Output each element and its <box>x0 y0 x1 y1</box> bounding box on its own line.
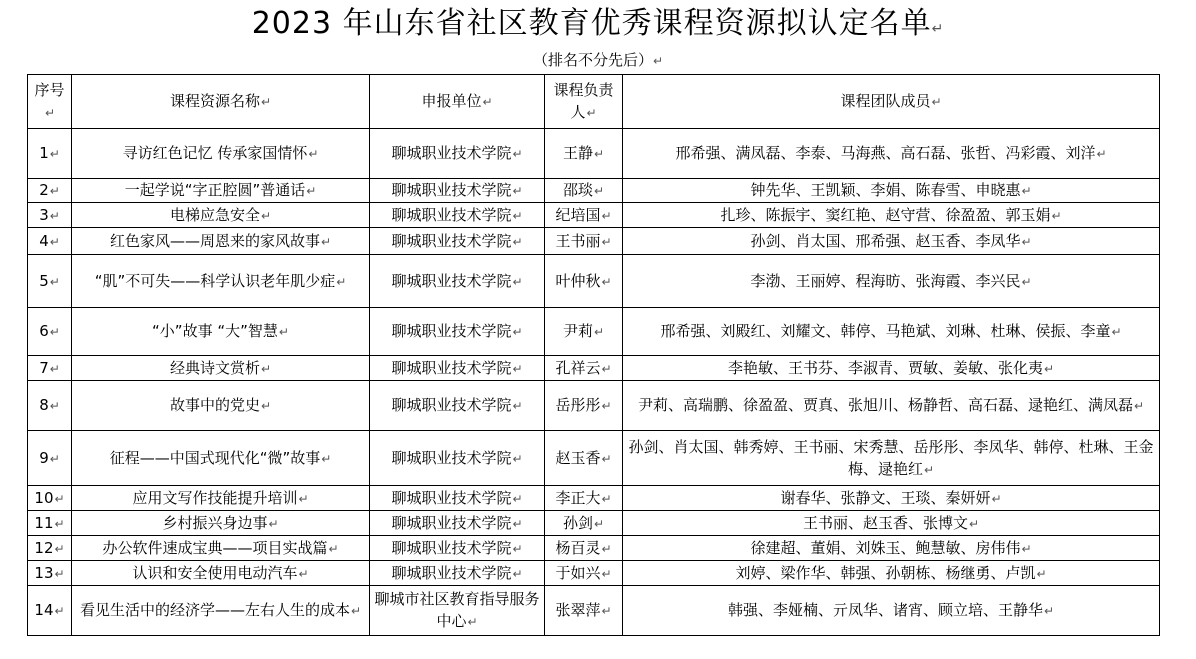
cell-course-name <box>72 356 370 381</box>
cell-no <box>28 561 72 586</box>
paragraph-mark: ↵ <box>1021 184 1032 198</box>
paragraph-mark: ↵ <box>593 516 605 531</box>
cell-course-name <box>72 536 370 561</box>
paragraph-mark: ↵ <box>601 274 612 289</box>
paragraph-mark: ↵ <box>1051 208 1062 223</box>
cell-unit-text: 聊城职业技术学院 <box>391 358 512 377</box>
paragraph-mark: ↵ <box>512 566 523 581</box>
paragraph-mark: ↵ <box>601 361 612 376</box>
table-row <box>28 561 1160 586</box>
header-no: 序号↵ <box>28 75 72 129</box>
paragraph-mark: ↵ <box>991 491 1002 506</box>
paragraph-mark: ↵ <box>601 234 612 249</box>
cell-course-name-text: 应用文写作技能提升培训 <box>132 488 298 507</box>
cell-unit <box>370 228 545 255</box>
cell-unit-text: 聊城职业技术学院 <box>391 181 512 199</box>
header-course-name: 课程资源名称↵ <box>72 75 370 129</box>
cell-unit <box>370 203 545 228</box>
table-row <box>28 228 1160 255</box>
cell-unit <box>370 536 545 561</box>
cell-no-text: 3 <box>39 205 49 224</box>
table-row <box>28 356 1160 381</box>
table-row <box>28 255 1160 308</box>
paragraph-mark: ↵ <box>512 147 523 161</box>
cell-no <box>28 203 72 228</box>
cell-no <box>28 129 72 179</box>
cell-unit-text: 聊城职业技术学院 <box>391 538 512 557</box>
cell-unit-text: 聊城职业技术学院 <box>391 231 512 250</box>
cell-no-text: 7 <box>39 358 49 377</box>
paragraph-mark: ↵ <box>298 566 309 581</box>
cell-no <box>28 486 72 511</box>
cell-members-text: 王书丽、赵玉香、张博文 <box>802 513 968 532</box>
cell-no-text: 14 <box>34 601 54 619</box>
table-row <box>28 179 1160 203</box>
header-lead: 课程负责人↵ <box>545 75 623 129</box>
cell-members <box>623 228 1160 255</box>
cell-lead <box>545 203 623 228</box>
cell-members <box>623 255 1160 308</box>
cell-members-text: 孙剑、肖太国、韩秀婷、王书丽、宋秀慧、岳彤彤、李凤华、韩停、杜琳、王金梅、逯艳红 <box>628 437 1154 478</box>
cell-members-text: 谢春华、张静文、王琰、秦妍妍 <box>780 488 991 507</box>
cell-unit <box>370 431 545 486</box>
paragraph-mark: ↵ <box>512 399 523 413</box>
paragraph-mark: ↵ <box>512 491 523 506</box>
cell-unit <box>370 486 545 511</box>
cell-course-name-text: 征程——中国式现代化“微”故事 <box>109 448 321 467</box>
table-row <box>28 203 1160 228</box>
cell-no-text: 10 <box>34 488 54 507</box>
cell-lead-text: 王静 <box>562 144 593 162</box>
cell-unit-text: 聊城职业技术学院 <box>391 563 512 582</box>
cell-no-text: 1 <box>39 144 49 162</box>
paragraph-mark: ↵ <box>512 325 523 339</box>
cell-no-text: 2 <box>39 181 49 199</box>
paragraph-mark: ↵ <box>512 451 523 466</box>
cell-members-text: 尹莉、高瑞鹏、徐盈盈、贾真、张旭川、杨静哲、高石磊、逯艳红、满凤磊 <box>637 396 1133 414</box>
paragraph-mark: ↵ <box>268 516 279 531</box>
paragraph-mark: ↵ <box>512 361 523 376</box>
cell-lead-text: 于如兴 <box>555 563 601 582</box>
cell-lead-text: 李正大 <box>555 488 601 507</box>
cell-no-text: 4 <box>39 231 49 250</box>
cell-members-text: 李渤、王丽婷、程海昉、张海霞、李兴民 <box>750 271 1021 290</box>
paragraph-mark: ↵ <box>49 451 60 466</box>
cell-no <box>28 356 72 381</box>
cell-course-name-text: 乡村振兴身边事 <box>162 513 268 532</box>
cell-lead <box>545 536 623 561</box>
cell-unit-text: 聊城市社区教育指导服务中心 <box>374 590 540 630</box>
cell-course-name <box>72 179 370 203</box>
cell-no <box>28 586 72 636</box>
paragraph-mark: ↵ <box>1096 147 1107 161</box>
cell-no <box>28 536 72 561</box>
cell-course-name <box>72 129 370 179</box>
cell-lead-text: 杨百灵 <box>555 538 601 557</box>
cell-unit-text: 聊城职业技术学院 <box>391 448 512 467</box>
cell-lead <box>545 561 623 586</box>
cell-course-name-text: 红色家风——周恩来的家风故事 <box>109 231 320 250</box>
table-row <box>28 586 1160 636</box>
paragraph-mark: ↵ <box>54 566 65 581</box>
paragraph-mark: ↵ <box>593 147 605 161</box>
cell-unit <box>370 255 545 308</box>
paragraph-mark: ↵ <box>320 234 332 249</box>
cell-course-name-text: 一起学说“字正腔圆”普通话 <box>124 181 306 199</box>
page-title: 2023 年山东省社区教育优秀课程资源拟认定名单↵ <box>251 6 945 41</box>
cell-lead <box>545 586 623 636</box>
cell-course-name-text: 看见生活中的经济学——左右人生的成本 <box>79 601 350 619</box>
table-row <box>28 431 1160 486</box>
cell-lead <box>545 255 623 308</box>
paragraph-mark: ↵ <box>601 604 612 618</box>
paragraph-mark: ↵ <box>49 399 60 413</box>
cell-unit-text: 聊城职业技术学院 <box>391 396 512 414</box>
cell-course-name-text: 寻访红色记忆 传承家国情怀 <box>122 144 308 162</box>
cell-no <box>28 308 72 356</box>
cell-course-name <box>72 203 370 228</box>
cell-members <box>623 486 1160 511</box>
cell-no <box>28 511 72 536</box>
cell-no-text: 6 <box>39 322 49 340</box>
cell-members <box>623 356 1160 381</box>
cell-course-name <box>72 228 370 255</box>
paragraph-mark: ↵ <box>1043 604 1055 618</box>
paragraph-mark: ↵ <box>512 274 523 289</box>
cell-members <box>623 179 1160 203</box>
cell-members-text: 邢希强、满凤磊、李泰、马海燕、高石磊、张哲、冯彩霞、刘洋 <box>675 144 1096 162</box>
paragraph-mark: ↵ <box>260 361 272 376</box>
cell-course-name <box>72 255 370 308</box>
cell-lead <box>545 431 623 486</box>
cell-lead-text: 叶仲秋 <box>555 271 601 290</box>
cell-unit-text: 聊城职业技术学院 <box>391 322 512 340</box>
paragraph-mark: ↵ <box>49 147 60 161</box>
cell-course-name-text: 电梯应急安全 <box>169 205 260 224</box>
paragraph-mark: ↵ <box>467 615 478 629</box>
paragraph-mark: ↵ <box>350 604 362 618</box>
cell-lead-text: 纪培国 <box>555 205 601 224</box>
paragraph-mark: ↵ <box>54 516 65 531</box>
cell-no <box>28 179 72 203</box>
cell-lead <box>545 228 623 255</box>
cell-members <box>623 536 1160 561</box>
cell-course-name-text: 经典诗文赏析 <box>169 358 260 377</box>
paragraph-mark: ↵ <box>1036 566 1047 581</box>
cell-lead <box>545 486 623 511</box>
cell-course-name-text: “小”故事 “大”智慧 <box>152 322 278 340</box>
cell-members-text: 徐建超、董娟、刘姝玉、鲍慧敏、房伟伟 <box>750 538 1021 557</box>
cell-course-name <box>72 586 370 636</box>
cell-course-name <box>72 561 370 586</box>
page-subtitle: （排名不分先后）↵ <box>532 51 664 69</box>
paragraph-mark: ↵ <box>601 541 612 556</box>
table-row <box>28 486 1160 511</box>
cell-no-text: 5 <box>39 271 49 290</box>
paragraph-mark: ↵ <box>1021 541 1032 556</box>
table-row <box>28 129 1160 179</box>
cell-members <box>623 511 1160 536</box>
paragraph-mark: ↵ <box>54 541 65 556</box>
paragraph-mark: ↵ <box>306 184 317 198</box>
table-row <box>28 511 1160 536</box>
paragraph-mark: ↵ <box>260 208 272 223</box>
cell-members <box>623 561 1160 586</box>
cell-lead <box>545 179 623 203</box>
cell-members-text: 李艳敏、王书芬、李淑青、贾敏、姜敏、张化夷 <box>727 358 1043 377</box>
cell-no-text: 11 <box>34 513 54 532</box>
cell-course-name <box>72 381 370 431</box>
cell-lead <box>545 356 623 381</box>
paragraph-mark: ↵ <box>321 451 332 466</box>
cell-members-text: 孙剑、肖太国、邢希强、赵玉香、李凤华 <box>750 231 1021 250</box>
paragraph-mark: ↵ <box>49 325 60 339</box>
paragraph-mark: ↵ <box>328 541 339 556</box>
cell-lead-text: 张翠萍 <box>555 601 601 619</box>
paragraph-mark: ↵ <box>601 491 612 506</box>
paragraph-mark: ↵ <box>49 208 60 223</box>
paragraph-mark: ↵ <box>968 516 980 531</box>
cell-course-name-text: 故事中的党史 <box>169 396 260 414</box>
cell-members <box>623 381 1160 431</box>
cell-lead-text: 孙剑 <box>562 513 593 532</box>
paragraph-mark: ↵ <box>1133 399 1145 413</box>
cell-course-name <box>72 431 370 486</box>
cell-lead-text: 赵玉香 <box>555 448 601 467</box>
cell-members-text: 钟先华、王凯颖、李娟、陈春雪、申晓惠 <box>750 181 1021 199</box>
table-row <box>28 536 1160 561</box>
cell-unit <box>370 179 545 203</box>
paragraph-mark: ↵ <box>593 184 605 198</box>
cell-unit <box>370 129 545 179</box>
paragraph-mark: ↵ <box>601 208 612 223</box>
paragraph-mark: ↵ <box>923 462 935 477</box>
paragraph-mark: ↵ <box>1111 325 1122 339</box>
paragraph-mark: ↵ <box>49 361 60 376</box>
cell-unit-text: 聊城职业技术学院 <box>391 205 512 224</box>
cell-members <box>623 586 1160 636</box>
paragraph-mark: ↵ <box>1021 274 1032 289</box>
table-header-row <box>28 75 1160 129</box>
cell-lead-text: 孔祥云 <box>555 358 601 377</box>
paragraph-mark: ↵ <box>512 234 523 249</box>
cell-lead <box>545 511 623 536</box>
paragraph-mark: ↵ <box>601 399 612 413</box>
paragraph-mark: ↵ <box>512 516 523 531</box>
paragraph-mark: ↵ <box>308 147 319 161</box>
cell-course-name <box>72 486 370 511</box>
cell-no <box>28 381 72 431</box>
cell-no-text: 12 <box>34 538 54 557</box>
cell-no-text: 8 <box>39 396 49 414</box>
cell-no <box>28 228 72 255</box>
cell-unit <box>370 561 545 586</box>
paragraph-mark: ↵ <box>278 325 289 339</box>
paragraph-mark: ↵ <box>512 541 523 556</box>
cell-members <box>623 129 1160 179</box>
table-row <box>28 308 1160 356</box>
cell-unit <box>370 381 545 431</box>
paragraph-mark: ↵ <box>1043 361 1055 376</box>
cell-course-name-text: “肌”不可失——科学认识老年肌少症 <box>94 271 336 290</box>
cell-unit-text: 聊城职业技术学院 <box>391 488 512 507</box>
cell-members <box>623 431 1160 486</box>
cell-lead <box>545 129 623 179</box>
cell-members <box>623 203 1160 228</box>
cell-members-text: 扎珍、陈振宇、窦红艳、赵守营、徐盈盈、郭玉娟 <box>720 205 1051 224</box>
cell-course-name <box>72 308 370 356</box>
paragraph-mark: ↵ <box>49 184 60 198</box>
paragraph-mark: ↵ <box>54 604 65 618</box>
paragraph-mark: ↵ <box>49 274 60 289</box>
header-unit: 申报单位↵ <box>370 75 545 129</box>
cell-unit-text: 聊城职业技术学院 <box>391 513 512 532</box>
cell-unit <box>370 511 545 536</box>
cell-lead-text: 王书丽 <box>555 231 601 250</box>
cell-lead-text: 岳彤彤 <box>555 396 601 414</box>
cell-lead-text: 尹莉 <box>562 322 593 340</box>
cell-lead <box>545 308 623 356</box>
cell-lead-text: 邵琰 <box>562 181 593 199</box>
cell-unit <box>370 308 545 356</box>
paragraph-mark: ↵ <box>601 566 612 581</box>
paragraph-mark: ↵ <box>1021 234 1032 249</box>
cell-course-name-text: 办公软件速成宝典——项目实战篇 <box>102 538 328 557</box>
cell-no <box>28 431 72 486</box>
paragraph-mark: ↵ <box>54 491 65 506</box>
paragraph-mark: ↵ <box>49 234 60 249</box>
cell-members <box>623 308 1160 356</box>
paragraph-mark: ↵ <box>298 491 309 506</box>
paragraph-mark: ↵ <box>512 184 523 198</box>
cell-no-text: 13 <box>34 563 54 582</box>
course-list-table <box>27 74 1160 636</box>
paragraph-mark: ↵ <box>593 325 605 339</box>
cell-members-text: 刘婷、梁作华、韩强、孙朝栋、杨继勇、卢凯 <box>735 563 1036 582</box>
cell-no <box>28 255 72 308</box>
cell-course-name-text: 认识和安全使用电动汽车 <box>132 563 298 582</box>
paragraph-mark: ↵ <box>601 451 612 466</box>
cell-members-text: 韩强、李娅楠、亓凤华、诸宵、顾立培、王静华 <box>727 601 1043 619</box>
paragraph-mark: ↵ <box>336 274 347 289</box>
paragraph-mark: ↵ <box>260 399 272 413</box>
table-row <box>28 381 1160 431</box>
cell-unit-text: 聊城职业技术学院 <box>391 271 512 290</box>
cell-unit <box>370 356 545 381</box>
header-members: 课程团队成员↵ <box>623 75 1160 129</box>
cell-members-text: 邢希强、刘殿红、刘耀文、韩停、马艳斌、刘琳、杜琳、侯振、李童 <box>660 322 1111 340</box>
cell-no-text: 9 <box>39 448 49 467</box>
cell-unit-text: 聊城职业技术学院 <box>391 144 512 162</box>
cell-lead <box>545 381 623 431</box>
cell-unit <box>370 586 545 636</box>
paragraph-mark: ↵ <box>512 208 523 223</box>
cell-course-name <box>72 511 370 536</box>
